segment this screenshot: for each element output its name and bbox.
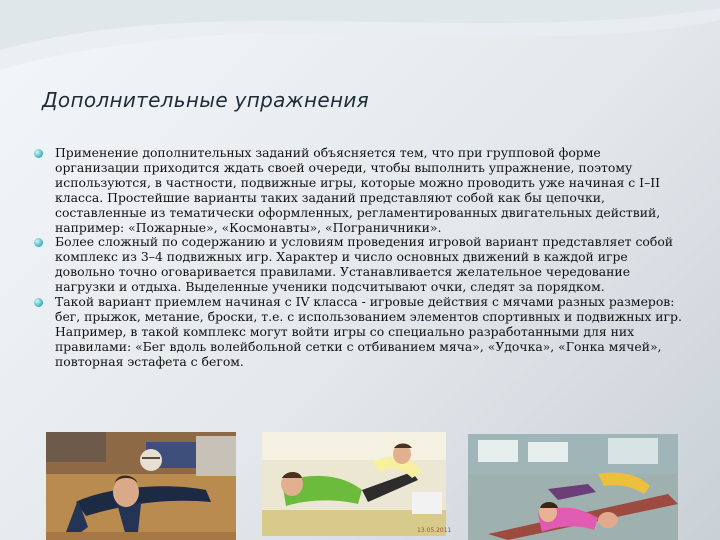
bullet-text: Такой вариант приемлем начиная с IV класса - игровые действия с мячами разных размеров: бег, прыжок, метание, броски, т.е. с использованием элементов спортивных и подвижных игр. Например, в такой комплекс могут войти игры со специально разработанными для них правилами: «Бег вдоль волейбольной сетки с отбиванием мяча», «Удочка», «Гонка мячей», повторная эстафета с бегом. (55, 294, 682, 369)
bullet-icon (34, 238, 43, 247)
bullet-item (34, 235, 684, 295)
slide-title: Дополнительные упражнения (42, 88, 369, 112)
photo-stretching (262, 432, 452, 536)
bullet-item (34, 295, 684, 370)
bullet-list (34, 146, 684, 370)
bullet-icon (34, 298, 43, 307)
bullet-item (34, 146, 684, 235)
photo-strip (0, 430, 720, 540)
photo-pushups (46, 432, 236, 540)
photo-gym-mats (468, 434, 678, 540)
bullet-text: Применение дополнительных заданий объясняется тем, что при групповой форме организации приходится ждать своей очереди, чтобы выполнить упражнение, поэтому используются, в частности, подвижные игры, которые можно проводить уже начиная с I–II класса. Простейшие варианты таких заданий представляют собой как бы цепочки, составленные из тематически оформленных, регламентированных двигательных действий, например: «Пожарные», «Космонавты», «Пограничники». (55, 145, 661, 235)
bullet-icon (34, 149, 43, 158)
svg-text:13.05.2011: 13.05.2011 (417, 527, 452, 534)
bullet-text: Более сложный по содержанию и условиям проведения игровой вариант представляет собой комплекс из 3–4 подвижных игр. Характер и число основных движений в каждой игре довольно точно оговаривается правилами. Устанавливается желательное чередование нагрузки и отдыха. Выделенные ученики подсчитывают очки, следят за порядком. (55, 234, 674, 295)
